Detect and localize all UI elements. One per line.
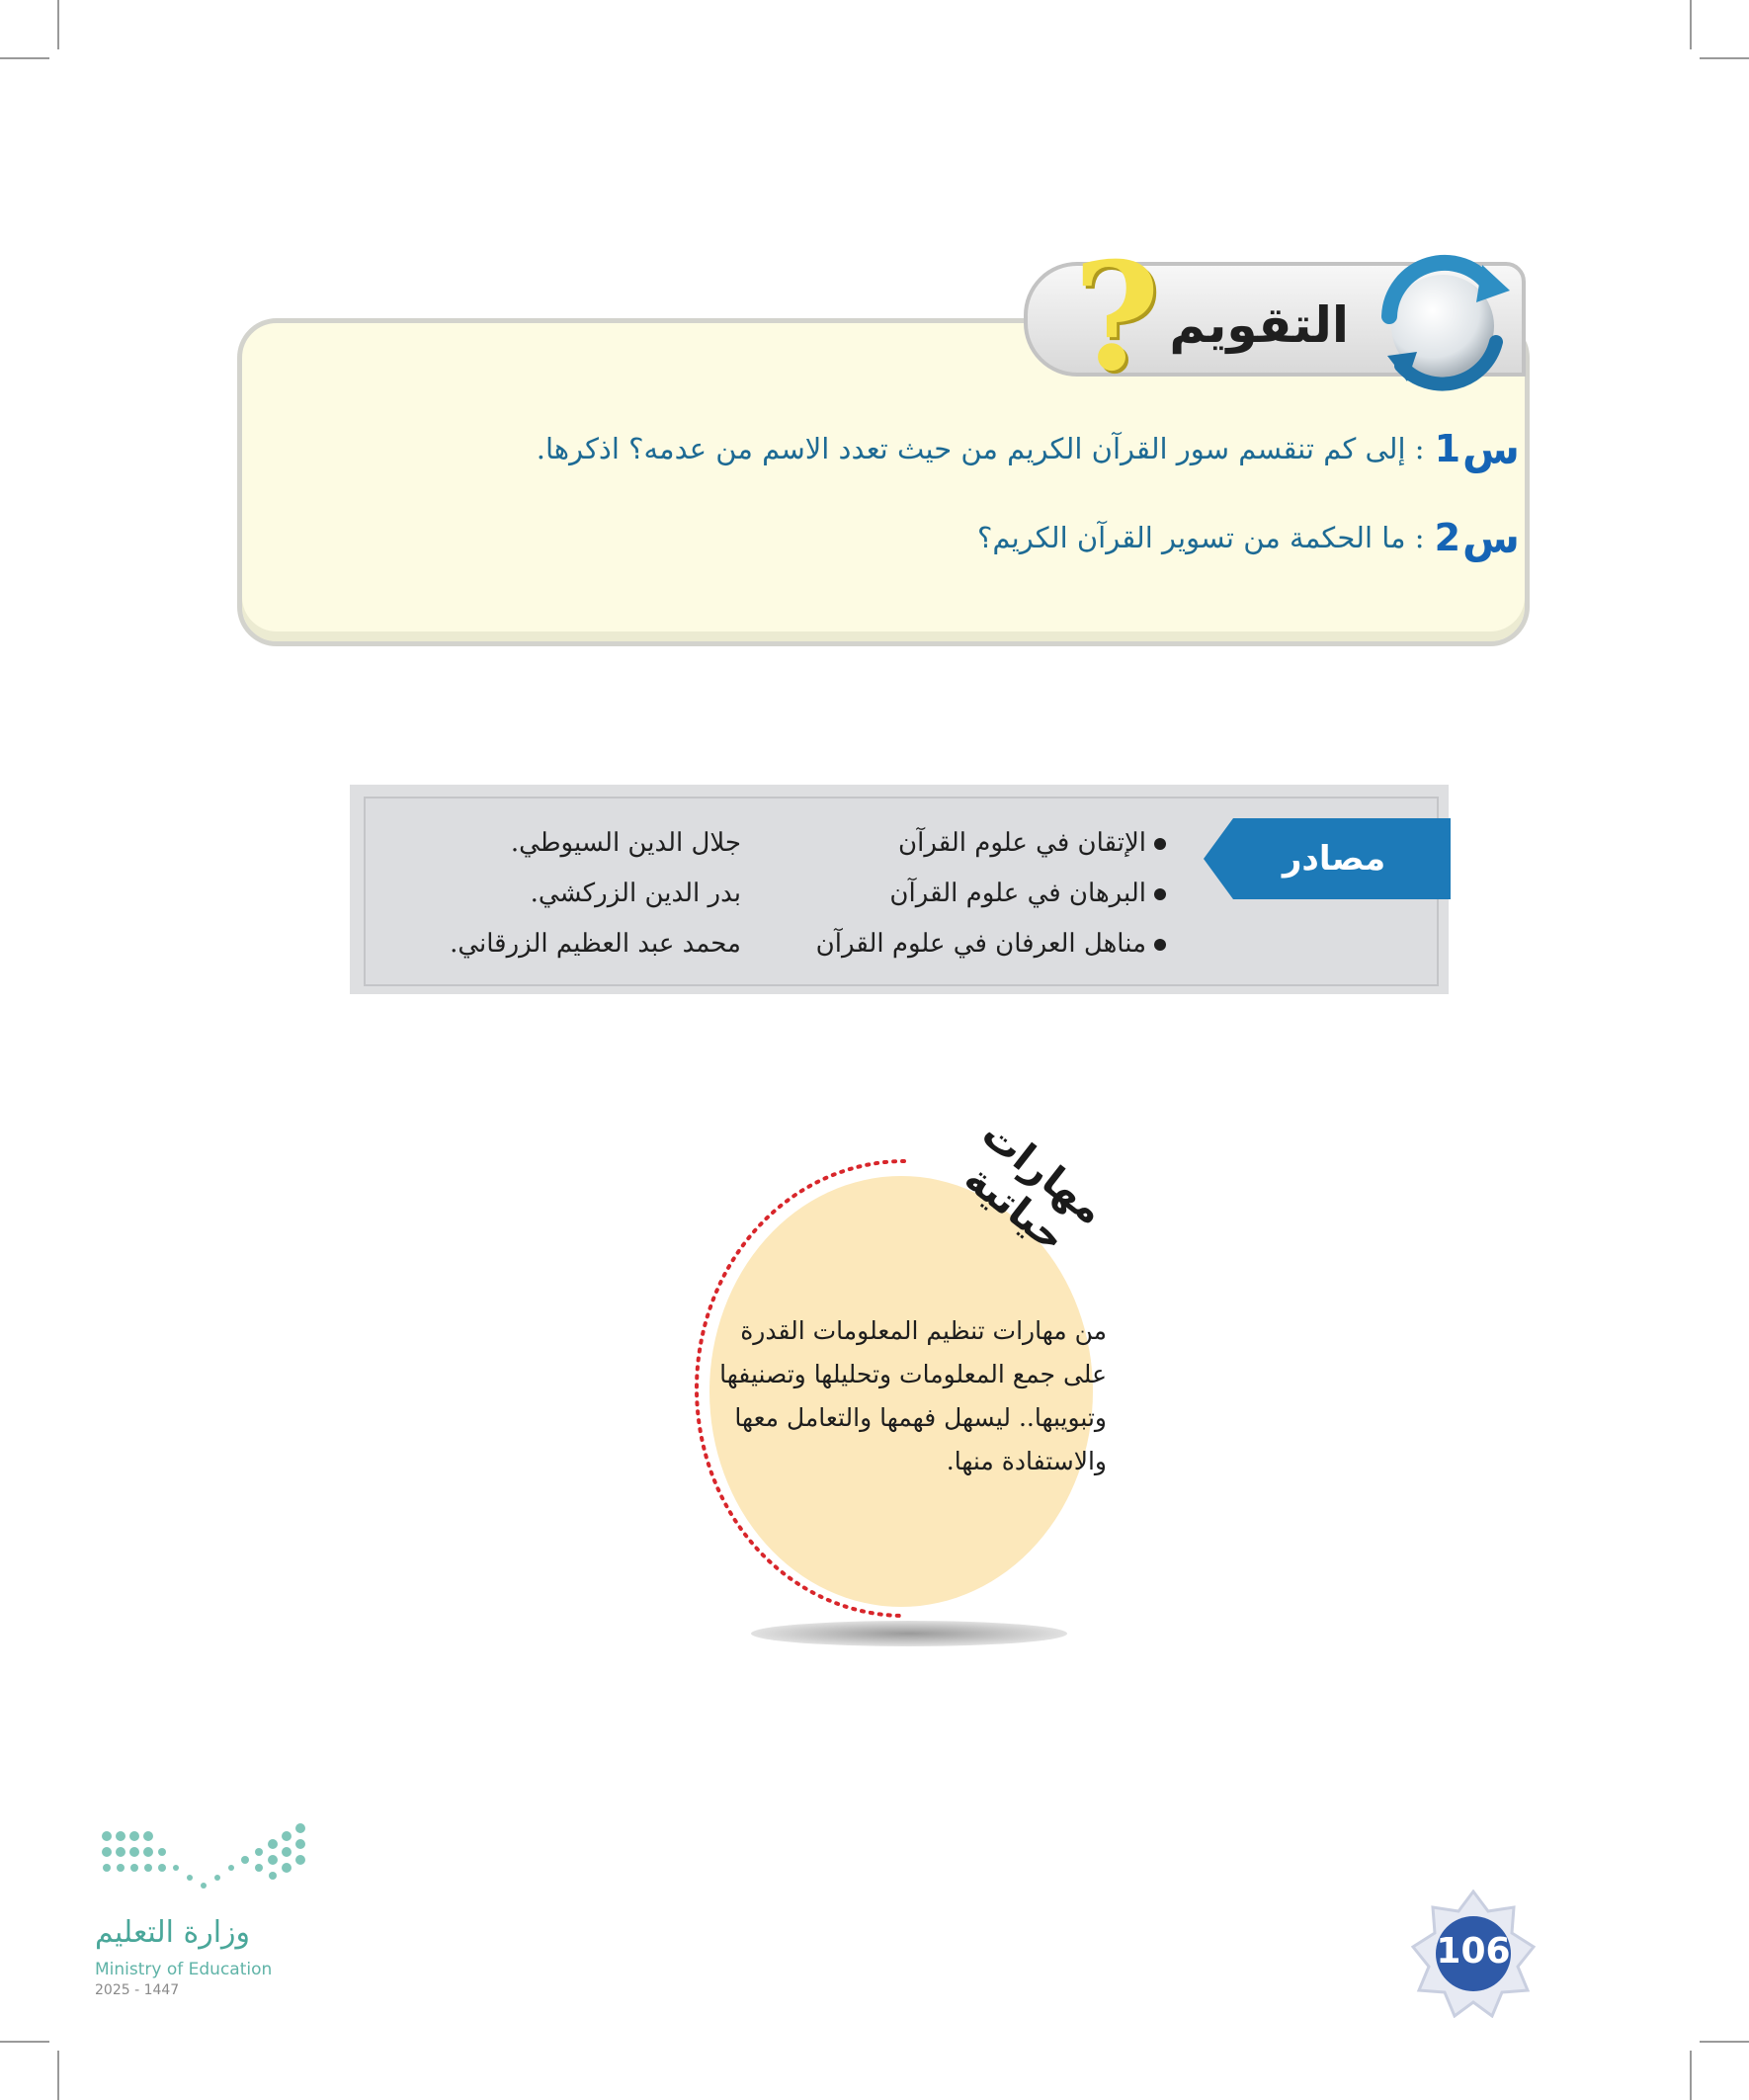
source-book xyxy=(898,821,1166,865)
refresh-globe-icon xyxy=(1372,247,1520,395)
question-number: 2 xyxy=(1434,516,1461,559)
crop-mark xyxy=(1700,2041,1749,2043)
source-book xyxy=(816,922,1166,966)
question-text: : ما الحكمة من تسوير القرآن الكريم؟ xyxy=(976,521,1425,554)
source-author: محمد عبد العظيم الزرقاني. xyxy=(450,929,741,959)
page-number: 106 xyxy=(1436,1931,1511,1972)
question-number: 1 xyxy=(1434,427,1461,470)
question-2 xyxy=(977,508,1520,567)
source-book-title: البرهان في علوم القرآن xyxy=(889,879,1146,908)
bullet-icon xyxy=(1154,888,1166,900)
crop-mark xyxy=(0,2041,49,2043)
crop-mark xyxy=(1690,2051,1692,2100)
source-book xyxy=(889,872,1166,915)
life-skills-line: على جمع المعلومات وتحليلها وتصنيفها xyxy=(719,1360,1107,1388)
crop-mark xyxy=(1700,57,1749,59)
life-skills-title: مهارات حياتية xyxy=(956,1111,1114,1262)
question-text: : إلى كم تنقسم سور القرآن الكريم من حيث تعدد الاسم من عدمه؟ اذكرها. xyxy=(536,432,1425,465)
life-skills-line: من مهارات تنظيم المعلومات القدرة xyxy=(740,1316,1107,1345)
source-book-title: الإتقان في علوم القرآن xyxy=(898,828,1146,858)
question-label: س xyxy=(1462,424,1520,473)
question-label: س xyxy=(1462,513,1520,562)
question-1 xyxy=(537,419,1520,478)
crop-mark xyxy=(0,57,49,59)
life-skills-line: والاستفادة منها. xyxy=(946,1447,1107,1475)
ministry-year: 2025 - 1447 xyxy=(95,1982,180,1998)
ministry-name-arabic: وزارة التعليم xyxy=(95,1915,251,1950)
ministry-name-english: Ministry of Education xyxy=(95,1960,273,1979)
life-skills-line: وتبويبها.. ليسهل فهمها والتعامل معها xyxy=(734,1403,1107,1432)
bullet-icon xyxy=(1154,939,1166,951)
question-mark-icon: ? xyxy=(1073,230,1160,404)
sources-title: مصادر xyxy=(1282,839,1386,879)
crop-mark xyxy=(1690,0,1692,49)
life-skills-shadow xyxy=(751,1621,1067,1646)
bullet-icon xyxy=(1154,838,1166,850)
crop-mark xyxy=(57,2051,59,2100)
source-author: بدر الدين الزركشي. xyxy=(530,879,741,908)
ministry-logo-icon xyxy=(95,1816,312,1905)
source-author: جلال الدين السيوطي. xyxy=(510,828,741,858)
crop-mark xyxy=(57,0,59,49)
evaluation-title: التقويم xyxy=(1169,296,1349,354)
life-skills-text xyxy=(682,1309,1107,1487)
source-book-title: مناهل العرفان في علوم القرآن xyxy=(815,929,1146,959)
